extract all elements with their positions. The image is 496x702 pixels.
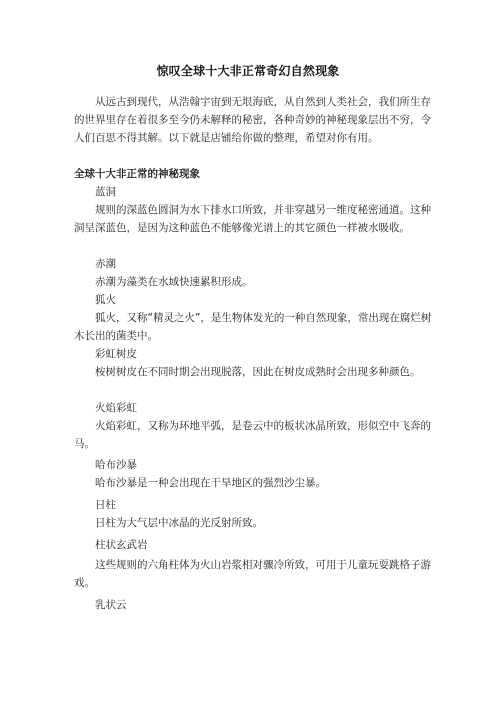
- item-desc-blue-hole: 规则的深蓝色圆洞为水下排水口所致，并非穿越另一维度秘密通道。这种洞呈深蓝色，是因为这种蓝色不能够像光谱上的其它颜色一样被水吸收。: [74, 204, 431, 234]
- item-name-mammatus: 乳状云: [95, 599, 127, 611]
- item-name-red-tide: 赤潮: [95, 258, 116, 270]
- item-name-foxfire: 狐火: [95, 294, 116, 306]
- item-desc-sun-pillar: 日柱为大气层中冰晶的光反射所致。: [95, 517, 263, 529]
- item-desc-haboob: 哈布沙暴是一种会出现在干旱地区的强烈沙尘暴。: [95, 477, 326, 489]
- item-desc-red-tide: 赤潮为藻类在水域快速累积形成。: [95, 276, 253, 288]
- item-name-fire-rainbow: 火焰彩虹: [95, 402, 137, 414]
- item-desc-foxfire: 狐火，又称“精灵之火”，是生物体发光的一种自然现象，常出现在腐烂树木长出的菌类中。: [74, 312, 432, 342]
- item-desc-rainbow-bark: 桉树树皮在不同时期会出现脱落，因此在树皮成熟时会出现多种颜色。: [95, 366, 421, 378]
- section-heading: 全球十大非正常的神秘现象: [74, 168, 200, 180]
- item-name-blue-hole: 蓝洞: [95, 186, 116, 198]
- item-name-haboob: 哈布沙暴: [95, 459, 137, 471]
- intro-paragraph: 从远古到现代，从浩翰宇宙到无垠海底，从自然到人类社会，我们所生存的世界里存在着很多至今仍未解释的秘密，各种奇妙的神秘现象层出不穷，令人们百思不得其解。以下就是店铺给你做的整理，希望对你有用。: [74, 96, 431, 144]
- item-name-columnar-basalt: 柱状玄武岩: [95, 539, 148, 551]
- item-desc-fire-rainbow: 火焰彩虹，又称为环地平弧，是卷云中的板状冰晶所致，形似空中飞奔的马。: [74, 420, 431, 450]
- document-title: 惊叹全球十大非正常奇幻自然现象: [156, 64, 340, 78]
- item-desc-columnar-basalt: 这些规则的六角柱体为火山岩浆相对骤冷所致，可用于儿童玩耍跳格子游戏。: [74, 559, 431, 589]
- item-name-rainbow-bark: 彩虹树皮: [95, 348, 137, 360]
- item-name-sun-pillar: 日柱: [95, 499, 116, 511]
